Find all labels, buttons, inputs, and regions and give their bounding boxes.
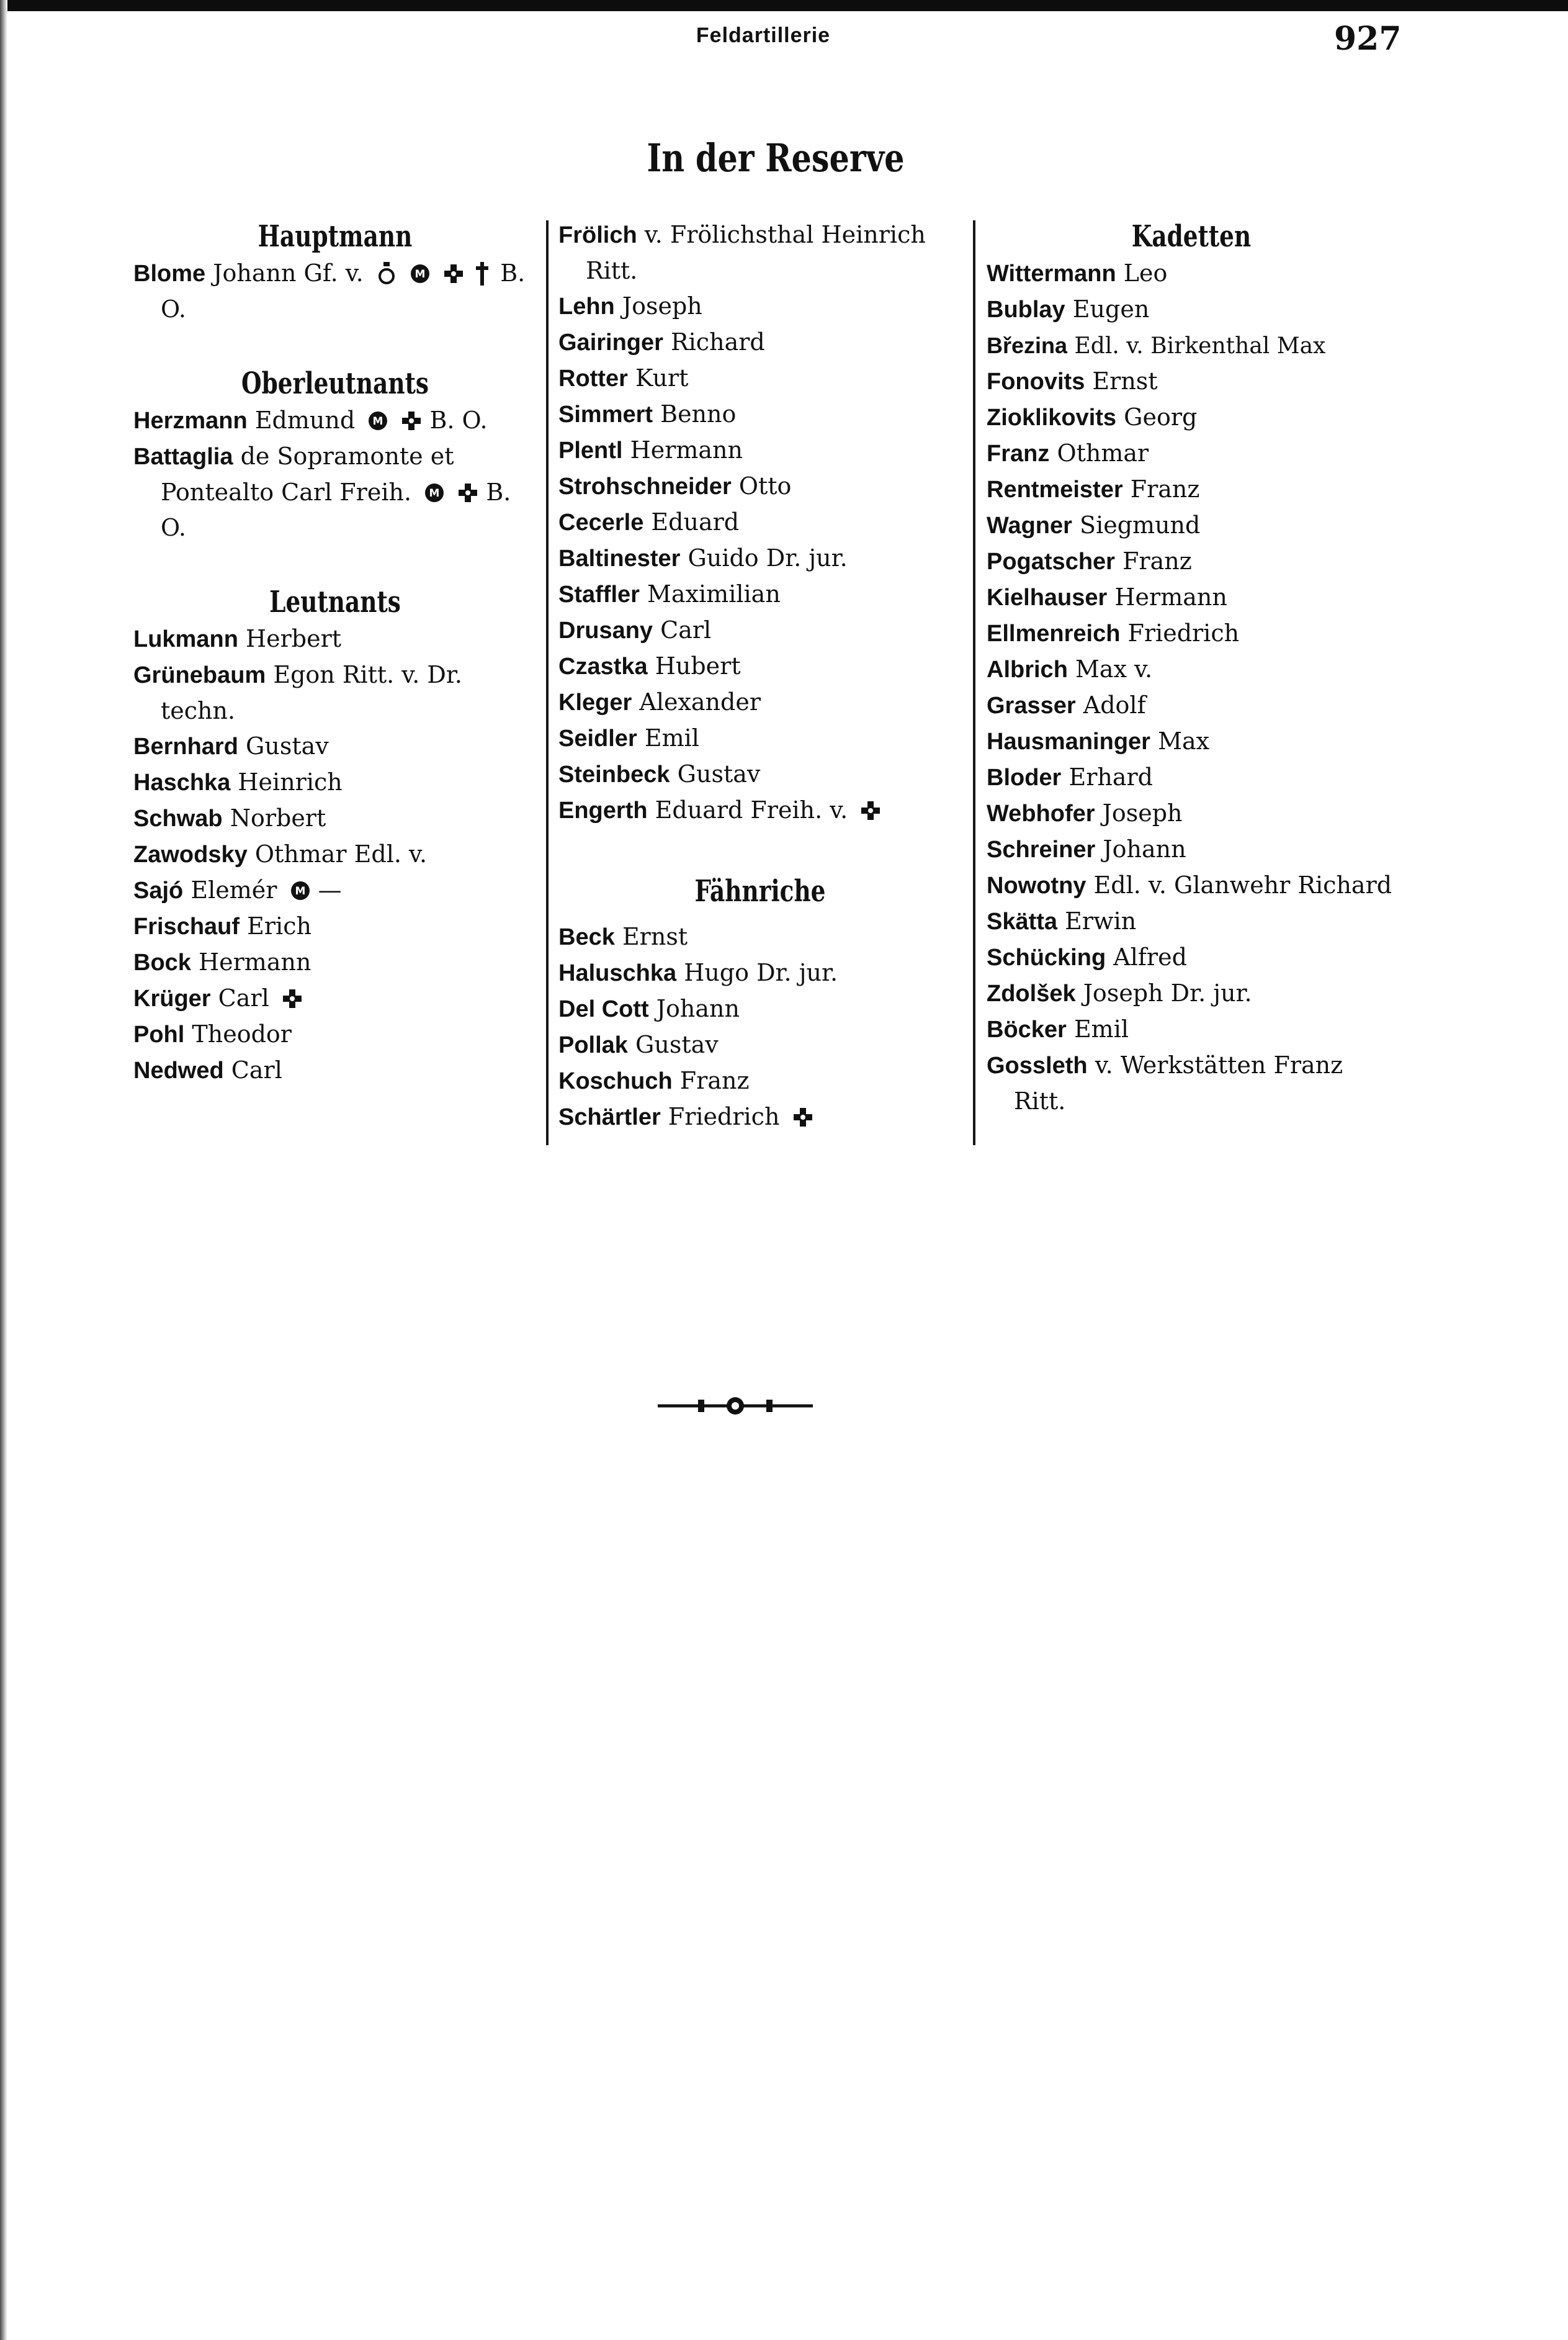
given-name: Max v.: [1075, 655, 1153, 683]
column-rule-left: [546, 220, 549, 1145]
list-leutnants: [133, 621, 537, 1089]
given-name: v. Werkstätten Franz Ritt.: [1014, 1051, 1343, 1115]
dash: —: [318, 876, 342, 904]
given-name: Othmar: [1057, 439, 1149, 467]
list-item: [558, 1063, 962, 1099]
given-name: Othmar Edl. v.: [254, 840, 428, 868]
given-name: Norbert: [230, 804, 326, 832]
given-name: Erwin: [1065, 907, 1137, 935]
list-item: [987, 652, 1396, 688]
surname: Rentmeister: [987, 477, 1123, 503]
given-name: Georg: [1124, 403, 1198, 431]
list-item: [987, 616, 1396, 652]
given-name: de Sopramonte et Pontealto Carl Freih.: [161, 443, 454, 506]
given-name: Hermann: [1114, 583, 1227, 611]
given-name: Friedrich: [668, 1103, 780, 1130]
list-item: [558, 541, 962, 577]
given-name: Hermann: [199, 948, 311, 976]
given-name: Hubert: [655, 652, 741, 680]
given-name: Edmund: [254, 407, 356, 434]
list-oberleutnants: [133, 403, 537, 546]
given-name: Johann: [656, 995, 740, 1022]
list-item: [133, 1053, 537, 1089]
given-name: Elemér: [190, 876, 277, 904]
surname: Steinbeck: [558, 762, 670, 788]
given-name: Eduard: [651, 508, 740, 536]
list-item: [558, 721, 962, 757]
heading-faehnriche: Fähnriche: [694, 874, 826, 909]
given-name: Ernst: [1092, 367, 1158, 395]
svg-text:M: M: [429, 487, 440, 500]
medal-m-icon: [410, 263, 431, 284]
given-name: Siegmund: [1080, 511, 1201, 539]
list-item: [987, 868, 1396, 904]
given-name: Joseph: [1102, 799, 1183, 827]
given-name: Emil: [1073, 1015, 1129, 1043]
list-kadetten: [987, 256, 1396, 1119]
given-name: Gustav: [677, 760, 761, 788]
order-ring-icon: [376, 261, 397, 286]
list-item: [558, 433, 962, 469]
surname: Engerth: [558, 798, 648, 824]
cross-icon: [792, 1107, 813, 1128]
list-item: [558, 1099, 962, 1135]
decoration-text: B. O.: [429, 407, 488, 434]
given-name: Franz: [1122, 547, 1192, 575]
given-name: Max: [1158, 727, 1210, 755]
surname: Beck: [558, 924, 615, 950]
surname: Zioklikovits: [987, 405, 1117, 431]
surname: Webhofer: [987, 801, 1095, 827]
list-item: [558, 577, 962, 613]
given-name: Carl: [660, 616, 712, 644]
list-item: [133, 256, 537, 327]
svg-text:M: M: [414, 268, 426, 281]
list-item: [558, 505, 962, 541]
surname: Staffler: [558, 582, 640, 608]
surname: Schwab: [133, 806, 223, 832]
given-name: Emil: [644, 724, 699, 752]
svg-text:M: M: [372, 415, 383, 428]
cross-icon: [282, 988, 303, 1009]
surname: Grünebaum: [133, 662, 266, 688]
list-item: [558, 289, 962, 325]
list-item: [133, 403, 537, 439]
surname: Blome: [133, 261, 206, 287]
surname: Franz: [987, 441, 1050, 467]
list-item: [133, 657, 537, 729]
list-item: [558, 361, 962, 397]
surname: Battaglia: [133, 444, 233, 470]
cross-icon: [401, 410, 422, 431]
surname: Bloder: [987, 765, 1062, 791]
surname: Strohschneider: [558, 474, 732, 500]
list-item: [987, 400, 1396, 436]
given-name: Franz: [679, 1067, 750, 1094]
list-item: [558, 991, 962, 1027]
surname: Frölich: [558, 222, 637, 248]
heading-oberleutnants: Oberleutnants: [241, 366, 429, 401]
list-item: [987, 364, 1396, 400]
given-name: Carl: [218, 984, 269, 1012]
given-name: Erhard: [1068, 763, 1153, 791]
list-item: [987, 1048, 1396, 1119]
surname: Sajó: [133, 878, 184, 904]
surname: Ellmenreich: [987, 621, 1121, 647]
given-name: Carl: [231, 1056, 282, 1084]
list-item: [987, 1012, 1396, 1048]
section-title: In der Reserve: [647, 135, 905, 181]
given-name: Friedrich: [1127, 619, 1240, 647]
given-name: Adolf: [1083, 691, 1146, 719]
surname: Kleger: [558, 690, 632, 716]
surname: Del Cott: [558, 996, 649, 1022]
given-name: Maximilian: [647, 580, 781, 608]
heading-leutnants: Leutnants: [269, 585, 401, 619]
list-item: [558, 757, 962, 793]
surname: Wittermann: [987, 261, 1116, 287]
cross-icon: [860, 800, 881, 821]
given-name: Edl. v. Birkenthal Max: [1074, 333, 1326, 359]
list-item: [133, 981, 537, 1017]
surname: Czastka: [558, 654, 648, 680]
list-item: [558, 919, 962, 955]
list-item: [133, 909, 537, 945]
given-name: Herbert: [246, 625, 342, 652]
list-item: [133, 801, 537, 837]
list-item: [987, 580, 1396, 616]
surname: Baltinester: [558, 546, 681, 572]
given-name: Theodor: [192, 1020, 292, 1048]
given-name: Guido Dr. jur.: [688, 544, 848, 572]
list-item: [987, 688, 1396, 724]
column-rule-right: [973, 220, 975, 1145]
surname: Schücking: [987, 945, 1106, 971]
given-name: Eugen: [1072, 295, 1150, 323]
list-item: [133, 439, 537, 546]
medal-m-icon: [290, 880, 311, 901]
surname: Březina: [987, 333, 1068, 358]
given-name: Joseph Dr. jur.: [1083, 979, 1252, 1007]
surname: Plentl: [558, 438, 623, 464]
surname: Lehn: [558, 294, 615, 320]
list-item: [558, 613, 962, 649]
surname: Grasser: [987, 693, 1076, 719]
given-name: Alfred: [1113, 943, 1187, 971]
list-item: [987, 904, 1396, 940]
list-item: [133, 873, 537, 909]
svg-text:M: M: [295, 885, 305, 898]
surname: Krüger: [133, 986, 211, 1012]
surname: Hausmaninger: [987, 729, 1150, 755]
column-middle: [558, 217, 962, 1135]
given-name: Joseph: [622, 292, 702, 320]
surname: Haschka: [133, 770, 231, 796]
surname: Cecerle: [558, 510, 644, 536]
surname: Gossleth: [987, 1053, 1088, 1079]
given-name: v. Frölichsthal Heinrich Ritt.: [586, 221, 926, 284]
surname: Nowotny: [987, 873, 1086, 899]
list-item: [987, 940, 1396, 976]
decoration-text: B. O.: [161, 259, 526, 323]
surname: Rotter: [558, 366, 628, 392]
medal-m-icon: [424, 482, 445, 503]
given-name: Alexander: [639, 688, 761, 716]
given-name: Gustav: [246, 732, 329, 760]
surname: Schärtler: [558, 1104, 661, 1130]
given-name: Kurt: [635, 364, 689, 392]
surname: Simmert: [558, 402, 653, 428]
end-ornament-icon: [655, 1390, 816, 1421]
surname: Drusany: [558, 618, 653, 644]
list-item: [558, 793, 962, 829]
surname: Fonovits: [987, 369, 1085, 395]
page-number: 927: [1334, 20, 1402, 58]
list-leutnants-continued: [558, 217, 962, 829]
cross-icon: [443, 263, 464, 284]
surname: Herzmann: [133, 408, 248, 434]
list-item: [558, 1027, 962, 1063]
list-item: [558, 397, 962, 433]
list-item: [558, 955, 962, 991]
list-item: [987, 472, 1396, 508]
surname: Wagner: [987, 513, 1072, 539]
surname: Albrich: [987, 657, 1068, 683]
surname: Pollak: [558, 1032, 628, 1058]
given-name: Erich: [247, 912, 311, 940]
list-item: [987, 436, 1396, 472]
given-name: Otto: [738, 472, 792, 500]
given-name: Hermann: [630, 436, 743, 464]
list-item: [987, 796, 1396, 832]
surname: Nedwed: [133, 1058, 224, 1084]
list-item: [133, 1017, 537, 1053]
list-item: [987, 724, 1396, 760]
given-name: Eduard Freih. v.: [655, 796, 848, 824]
list-item: [558, 325, 962, 361]
medal-m-icon: [367, 410, 388, 431]
list-item: [558, 217, 962, 289]
column-right: [987, 217, 1396, 1119]
surname: Zdolšek: [987, 981, 1076, 1007]
list-hauptmann: [133, 256, 537, 327]
list-item: [987, 832, 1396, 868]
list-item: [133, 945, 537, 981]
page-left-edge: [0, 0, 7, 2340]
surname: Bock: [133, 950, 191, 976]
given-name: Ernst: [622, 923, 688, 950]
running-head: Feldartillerie: [696, 24, 831, 47]
surname: Seidler: [558, 726, 637, 752]
list-item: [558, 685, 962, 721]
given-name: Benno: [660, 400, 737, 428]
list-item: [558, 649, 962, 685]
cross-icon: [457, 482, 478, 503]
given-name: Heinrich: [238, 768, 343, 796]
given-name: Johann: [1103, 835, 1186, 863]
surname: Bublay: [987, 297, 1065, 323]
surname: Zawodsky: [133, 842, 248, 868]
list-item: [133, 621, 537, 657]
surname: Pogatscher: [987, 549, 1115, 575]
surname: Bernhard: [133, 734, 238, 760]
given-name: Egon Ritt. v. Dr. techn.: [161, 661, 462, 724]
list-item: [987, 292, 1396, 328]
given-name: Johann Gf. v.: [213, 259, 364, 287]
list-item: [987, 544, 1396, 580]
surname: Gairinger: [558, 330, 663, 356]
given-name: Franz: [1130, 475, 1200, 503]
given-name: Gustav: [635, 1031, 719, 1058]
given-name: Richard: [671, 328, 765, 356]
surname: Kielhauser: [987, 585, 1108, 611]
surname: Skätta: [987, 909, 1058, 935]
surname: Schreiner: [987, 837, 1096, 863]
surname: Koschuch: [558, 1068, 673, 1094]
list-item: [987, 508, 1396, 544]
heading-kadetten: Kadetten: [1131, 219, 1252, 254]
list-item: [987, 976, 1396, 1012]
heading-hauptmann: Hauptmann: [258, 219, 413, 254]
given-name: Leo: [1123, 259, 1168, 287]
decoration-text: B. O.: [161, 479, 511, 541]
list-item: [558, 469, 962, 505]
surname: Pohl: [133, 1022, 185, 1048]
surname: Haluschka: [558, 960, 677, 986]
list-item: [987, 760, 1396, 796]
given-name: Hugo Dr. jur.: [684, 959, 838, 986]
surname: Frischauf: [133, 914, 240, 940]
given-name: Edl. v. Glanwehr Richard: [1093, 871, 1392, 899]
page-top-edge: [0, 0, 1568, 11]
surname: Lukmann: [133, 626, 238, 652]
list-item: [987, 256, 1396, 292]
list-item: [987, 328, 1396, 364]
list-faehnriche: [558, 919, 962, 1135]
list-item: [133, 729, 537, 765]
cross-with-crown-icon: [472, 261, 493, 286]
surname: Böcker: [987, 1017, 1067, 1043]
column-left: [133, 217, 537, 1089]
list-item: [133, 765, 537, 801]
list-item: [133, 837, 537, 873]
